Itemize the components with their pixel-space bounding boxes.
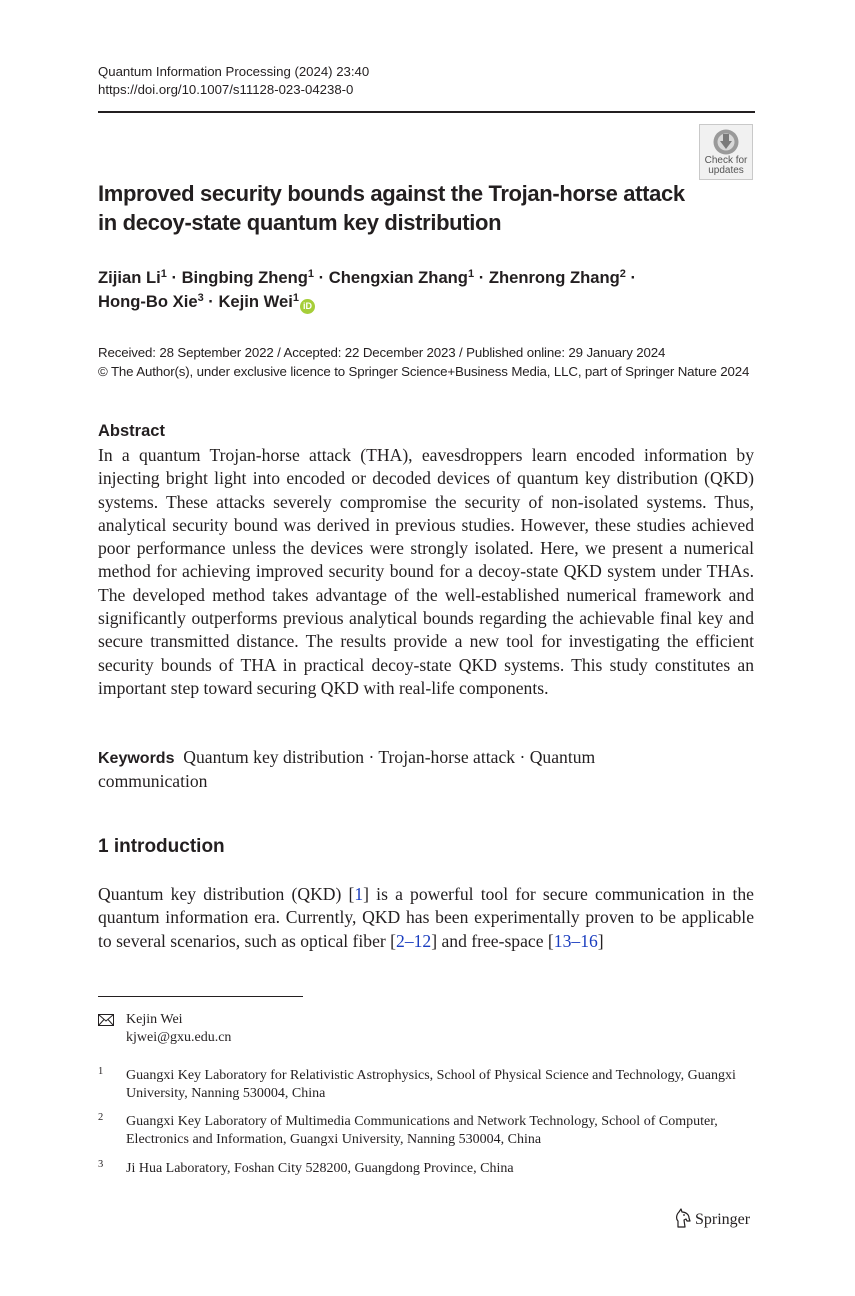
affiliation-number: 1 — [98, 1066, 104, 1077]
title-line-2: in decoy-state quantum key distribution — [98, 210, 502, 235]
springer-horse-icon — [674, 1208, 692, 1228]
envelope-icon — [98, 1014, 114, 1026]
intro-text-2: ] is a powerful tool for secure communication in the quantum information era. Currently, QKD has been experimentally proven to be applicable to several scenarios, such as optical fiber [ — [98, 884, 754, 951]
copyright-notice: © The Author(s), under exclusive licence to Springer Science+Business Media, LLC, part of Springer Nature 2024 — [98, 364, 750, 379]
author-list — [98, 266, 738, 314]
author-name: Kejin Wei — [218, 292, 293, 311]
intro-text-4: ] — [597, 930, 604, 951]
keywords-line-2: communication — [98, 771, 208, 792]
author-name: Zhenrong Zhang — [488, 268, 620, 287]
keywords-label: Keywords — [98, 750, 175, 767]
author-affiliation-mark: 1 — [292, 292, 299, 304]
author-separator: · — [203, 292, 219, 311]
citation-link[interactable]: 13–16 — [553, 930, 598, 951]
author[interactable] — [218, 292, 299, 311]
author-name: Bingbing Zheng — [181, 268, 308, 287]
corresponding-author-email[interactable]: kjwei@gxu.edu.cn — [126, 1030, 232, 1045]
author[interactable] — [98, 268, 167, 287]
author-name: Hong-Bo Xie — [98, 292, 198, 311]
publisher-logo — [674, 1208, 750, 1230]
journal-header — [98, 63, 369, 98]
author[interactable] — [98, 292, 204, 311]
author-affiliation-mark: 1 — [160, 268, 167, 280]
author-affiliation-mark: 1 — [307, 268, 314, 280]
author-affiliation-mark: 1 — [467, 268, 475, 280]
affiliation-number: 3 — [98, 1159, 104, 1170]
author-separator: · — [625, 268, 636, 287]
author-affiliation-mark: 2 — [619, 268, 626, 280]
footnote-rule — [98, 996, 303, 997]
badge-line-2: updates — [708, 165, 744, 176]
badge-line-1: Check for — [704, 155, 748, 166]
author-affiliation-mark: 3 — [197, 292, 204, 304]
intro-text-3: ] and free-space [ — [431, 930, 554, 951]
abstract-body: In a quantum Trojan-horse attack (THA), eavesdroppers learn encoded information by injecting bright light into encoded or decoded devices of quantum key distribution (QKD) systems. These attacks severely compromise the security of non-isolated systems. Thus, analytical security bound was derived in previous studies. However, these studies achieved poor performance unless the devices were strongly isolated. Here, we present a numerical method for achieving improved security bound for a decoy-state QKD system under THAs. The developed method takes advantage of the well-established numerical framework and significantly outperforms previous analytical bounds regarding the achievable final key and secure transmitted distance. The results provide a new tool for investigating the efficient security bounds of THA in practical decoy-state QKD systems. This study constitutes an important step toward securing QKD with real-life components. — [98, 445, 754, 698]
journal-citation: Quantum Information Processing (2024) 23:40 — [98, 64, 370, 79]
check-for-updates-icon — [711, 128, 741, 156]
correspondence — [98, 1011, 231, 1047]
intro-paragraph — [98, 883, 754, 953]
affiliation — [98, 1113, 738, 1149]
paper-title — [98, 179, 698, 237]
author[interactable] — [182, 268, 314, 287]
author-separator: · — [166, 268, 182, 287]
affiliation-number: 2 — [98, 1112, 104, 1123]
corresponding-author-name: Kejin Wei — [126, 1012, 183, 1027]
affiliation-text: Ji Hua Laboratory, Foshan City 528200, Guangdong Province, China — [126, 1161, 514, 1176]
publisher-name: Springer — [695, 1211, 751, 1228]
citation-link[interactable]: 2–12 — [396, 930, 432, 951]
title-line-1: Improved security bounds against the Trojan-horse attack — [98, 181, 685, 206]
check-for-updates-badge[interactable] — [699, 124, 753, 180]
header-rule — [98, 111, 755, 113]
author-separator: · — [474, 268, 489, 287]
section-heading: 1 introduction — [98, 836, 225, 857]
affiliation — [98, 1067, 738, 1103]
orcid-icon[interactable]: iD — [300, 299, 315, 314]
abstract-heading: Abstract — [98, 422, 165, 440]
citation-link[interactable]: 1 — [354, 884, 364, 904]
history-dates: Received: 28 September 2022 / Accepted: 22 December 2023 / Published online: 29 January 2024 — [98, 345, 666, 360]
doi-link[interactable]: https://doi.org/10.1007/s11128-023-04238-0 — [98, 81, 354, 97]
author-separator: · — [313, 268, 329, 287]
keywords — [98, 746, 698, 794]
affiliation-text: Guangxi Key Laboratory for Relativistic Astrophysics, School of Physical Science and Technology, Guangxi University, Nanning 530004, China — [126, 1068, 736, 1101]
author-name: Zijian Li — [98, 268, 161, 287]
author-name: Chengxian Zhang — [328, 268, 468, 287]
intro-text-1: Quantum key distribution (QKD) [ — [98, 884, 355, 904]
keywords-line-1: Quantum key distribution · Trojan-horse attack · Quantum — [183, 747, 596, 767]
affiliation — [98, 1160, 738, 1178]
author[interactable] — [329, 268, 474, 287]
publication-dates — [98, 343, 749, 381]
affiliation-text: Guangxi Key Laboratory of Multimedia Communications and Network Technology, School of Computer, Electronics and Information, Guangxi University, Nanning 530004, China — [126, 1114, 718, 1147]
author[interactable] — [489, 268, 626, 287]
